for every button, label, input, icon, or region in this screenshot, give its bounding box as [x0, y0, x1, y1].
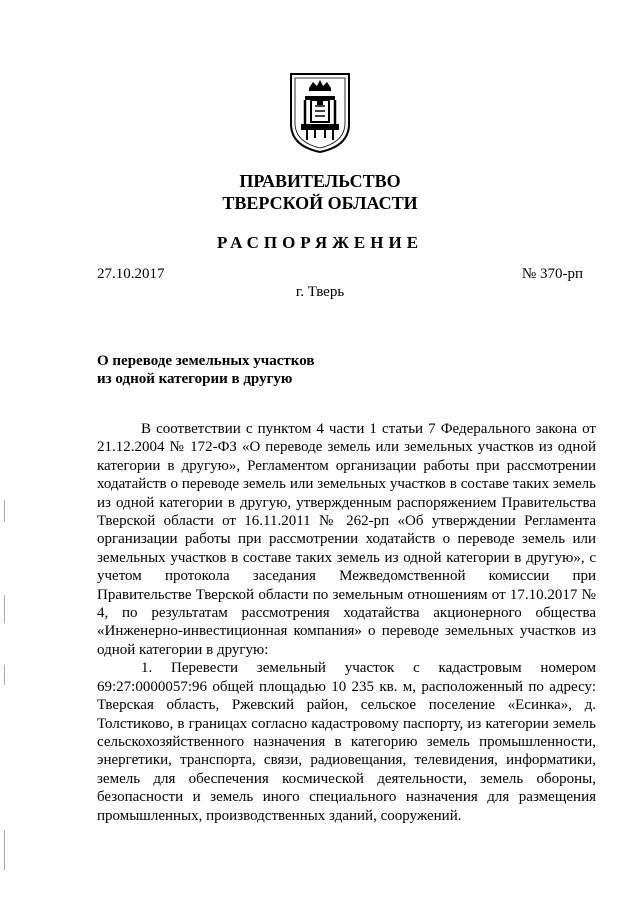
scan-margin-mark — [4, 595, 5, 623]
document-number: № 370-рп — [521, 266, 583, 282]
subject-line2: из одной категории в другую — [97, 371, 293, 387]
org-name-line2: ТВЕРСКОЙ ОБЛАСТИ — [222, 193, 418, 213]
body-paragraph-1: В соответствии с пунктом 4 части 1 статьи 7 Федерального закона от 21.12.2004 № 172-ФЗ «О переводе земель или земельных участков из одной категории в другую», Регламентом организации работы при рассмотрении ходатайств о переводе земель или земельных участков в составе таких земель из одной категории в другую, утвержденным распоряжением Правительства Тверской области от 16.11.2011 № 262-рп «Об утверждении Регламента организации работы при рассмотрении ходатайств о переводе земель или земельных участков в составе таких земель из одной категории в другую», с учетом протокола заседания Межведомственной комиссии при Правительстве Тверской области по земельным отношениям от 17.10.2017 № 4, по результатам рассмотрения ходатайства акционерного общества «Инженерно-инвестиционная компания» о переводе земельных участков из одной категории в другую: — [97, 421, 596, 658]
document-body — [97, 420, 596, 825]
org-name-line1: ПРАВИТЕЛЬСТВО — [239, 171, 401, 191]
subject-line1: О переводе земельных участков — [97, 353, 315, 369]
scan-margin-mark — [4, 665, 5, 685]
document-subject — [97, 352, 314, 388]
coat-of-arms-icon — [287, 70, 353, 154]
document-type: РАСПОРЯЖЕНИЕ — [216, 233, 424, 252]
body-paragraph-2: 1. Перевести земельный участок с кадастровым номером 69:27:0000057:96 общей площадью 10 235 кв. м, расположенный по адресу: Тверская область, Ржевский район, сельское поселение «Есинка», д. Толстиково, в границах согласно кадастровому паспорту, из категории земель сельскохозяйственного назначения в категорию земель промышленности, энергетики, транспорта, связи, радиовещания, телевидения, информатики, земель для обеспечения космической деятельности, земель обороны, безопасности и земель иного специального назначения для размещения промышленных, производственных зданий, сооружений. — [97, 660, 596, 824]
scan-margin-mark — [4, 830, 5, 870]
document-date: 27.10.2017 — [97, 266, 165, 282]
scan-margin-mark — [4, 500, 5, 522]
document-city: г. Тверь — [295, 284, 345, 300]
